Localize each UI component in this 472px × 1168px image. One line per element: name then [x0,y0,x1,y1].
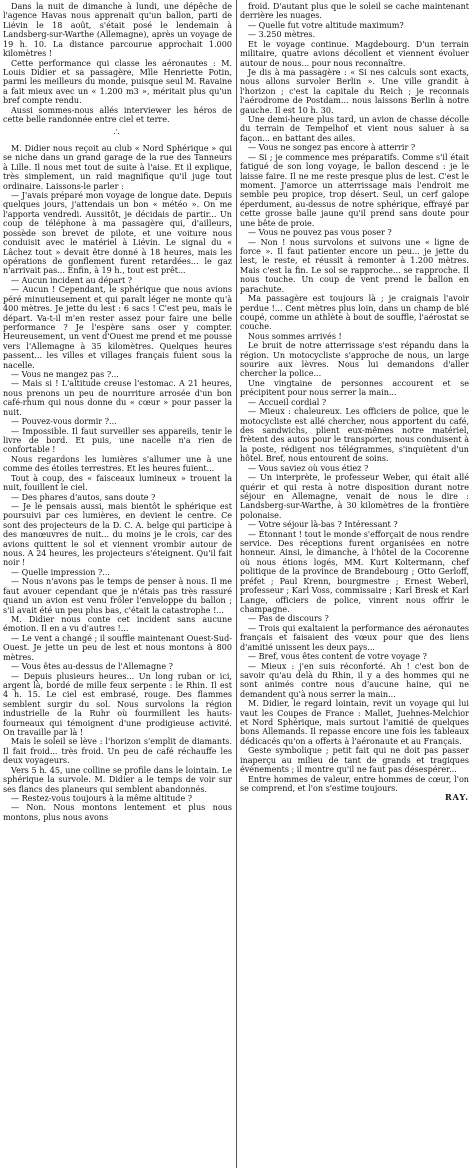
article-paragraph: Vers 5 h. 45, une colline se profile dans le lointain. Le sphérique la survole. M. Didier a le temps de voir sur ses flancs des planeurs qui semblent abandonnés. [3,765,232,794]
article-paragraph: Mais le soleil se lève : l'horizon s'emplit de diamants. Il fait froid... très froid. Un peu de café réchauffe les deux voyageurs. [3,737,232,766]
article-paragraph: — Quelle impression ?... [11,567,110,577]
article-paragraph: — Vous êtes au-dessus de l'Allemagne ? [11,662,173,672]
article-paragraph: M. Didier nous conte cet incident sans aucune émotion. Il en a vu d'autres !... [3,615,232,634]
article-paragraph: Entre hommes de valeur, entre hommes de cœur, l'on se comprend, et l'on s'estime toujours. [240,774,469,794]
article-paragraph: — Pas de discours ? [248,614,329,624]
article-paragraph: — Aucun incident au départ ? [11,275,133,285]
article-paragraph: — Si ; je commence mes préparatifs. Comme s'il était fatigué de son long voyage, le ballon descend : je le laisse faire. Il ne me reste presque plus de lest. C'est le moment. J'amorce un atterrissage mais l'endroit me semble peu propice, trop désert. Seul, un cerf galope éperdument, au-dessus de notre sphérique, effrayé par cette grosse balle jaune qu'il prend sans doute pour une bête de proie. [240,152,469,228]
article-paragraph: — Mieux : chaleureux. Les officiers de police, que le motocycliste est allé chercher, nous apportent du café, des sandwichs, plient eux-mêmes notre matériel, frètent des autos pour le transporter, nous conduisent à la poste, rédigent nos télégrammes, s'inquiètent d'un hôtel. Bref, nous entourent de soins. [240,407,469,464]
article-paragraph: Nous regardons les lumières s'allumer une à une comme des étoiles terrestres. Et les heures fuient... [3,454,232,474]
article-paragraph: — Non ! nous survolons et suivons une « ligne de force ». Il faut patienter encore un peu... je jette du lest, le reste, et réussit à remonter à 1.200 mètres. Mais c'est la fin. Le sol se rapproche... se rapproche. Il nous touche. Un coup de vent prend le ballon en parachute. [240,237,469,294]
article-column-left [3,2,232,822]
section-asterism: ∴ [113,128,122,139]
article-paragraph: — Mais si ! L'altitude creuse l'estomac. A 21 heures, nous prenons un peu de nourriture arrosée d'un bon café-rhum qui nous donne du « cœur » pour passer la nuit. [3,379,232,417]
article-paragraph: — Mieux : j'en suis réconforté. Ah ! c'est bon de savoir qu'au delà du Rhin, il y a des hommes qui ne sont animés contre nous d'aucune haine, qui ne demandent qu'à nous serrer la main... [240,661,469,699]
article-paragraph: — Vous ne pouvez pas vous poser ? [248,228,392,238]
article-paragraph: — Votre séjour là-bas ? Intéressant ? [248,520,398,530]
column-divider [236,0,237,1168]
article-paragraph: Une demi-heure plus tard, un avion de chasse décolle du terrain de Tempelhof et vient nous saluer à sa façon... en battant des ailes. [240,115,469,143]
article-paragraph: Geste symbolique ; petit fait qui ne doit pas passer inaperçu au milieu de tant de grands et tragiques événements ; il montre qu'il ne faut pas désespérer... [240,746,469,775]
article-paragraph: — Un interprète, le professeur Weber, qui était allé quérir et qui resta à notre disposition durant notre séjour en Allemagne, venait de nous le dire : Landsberg-sur-Warthe, à 30 kilomètres de la frontière polonaise. [240,473,469,520]
article-paragraph: — Aucun ! Cependant, le sphérique que nous avions péré minutieusement et qui paraît léger ne monte qu'à 400 mètres. Je jette du lest : 6 sacs ! C'est peu, mais le départ. Va-t-il m'en rester assez pour faire une belle performance ? Je l'espère sans oser y compter. Heureusement, un vent d'Ouest me prend et me pousse vers l'Allemagne à 35 kilomètres. Quelques heures passent... les villes et villages français fuient sous la nacelle. [3,285,232,370]
article-paragraph: — Non. Nous montons lentement et plus nous montons, plus nous avons [3,803,232,822]
article-paragraph: — Quelle fut votre altitude maximum? [248,20,404,30]
article-paragraph: — J'avais préparé mon voyage de longue date. Depuis quelques jours, j'attendais un bon « météo ». On me l'apporta vendredi. Aussitôt, je décidais de partir... Un coup de téléphone à ma passagère qui, d'ailleurs, possède son brevet de pilote, et une voiture nous conduisit avec le matériel à Liévin. Le signal du « Lâchez tout » devait être donné à 18 heures, mais les opérations de gonflement furent retardées... le gaz n'arrivait pas... Enfin, à 19 h., tout est prêt... [3,191,232,276]
article-paragraph: — Bref, vous êtes content de votre voyage ? [248,652,427,662]
article-paragraph: — Impossible. Il faut surveiller ses appareils, tenir le livre de bord. Et puis, une nacelle n'a rien de confortable ! [3,426,232,455]
article-paragraph: — Étonnant ! tout le monde s'efforçait de nous rendre service. Des réceptions furent organisées en notre honneur. Ainsi, le dimanche, à l'hôtel de la Cocorenne où nous étions logés, MM. Kurt Koltermann, chef politique de la province de Brandebourg ; Otto Gerloff, préfet ; Paul Krenn, bourgmestre ; Ernest Weberl, professeur ; Karl Voss, commissaire ; Karl Bresk et Karl Lange, officiers de police, vinrent nous offrir le champagne. [240,529,469,614]
article-paragraph: Et le voyage continue. Magdebourg. D'un terrain militaire, quatre avions décollent et viennent évoluer autour de nous... pour nous reconnaître. [240,39,469,68]
article-paragraph: Ma passagère est toujours là ; je craignais l'avoir perdue !... Cent mètres plus loin, dans un champ de blé coupé, comme un athlète à bout de souffle, l'aérostat se couche. [240,294,469,332]
article-paragraph: — Vous ne songez pas encore à atterrir ? [248,143,416,153]
article-paragraph: — Pouvez-vous dormir ?... [11,417,117,427]
article-paragraph: Tout à coup, des « faisceaux lumineux » trouent la nuit, fouillent le ciel. [3,473,232,493]
author-signature: RAY. [444,792,469,803]
article-paragraph: Une vingtaine de personnes accourent et se précipitent pour nous serrer la main... [240,378,469,398]
article-paragraph: — Des phares d'autos, sans doute ? [11,492,156,502]
article-paragraph: — Trois qui exaltaient la performance des aéronautes français et faisaient des vœux pour que des liens d'amitié unissent les deux pays... [240,623,469,652]
article-paragraph: Dans la nuit de dimanche à lundi, une dépêche de l'agence Havas nous apprenait qu'un ballon, parti de Liévin le 18 août, s'était posé le lendemain à Landsberg-sur-Warthe (Allemagne), après un voyage de 19 h. 10. La distance parcourue approchait 1.000 kilomètres ! [3,2,232,59]
article-paragraph: — Le vent a changé ; il souffle maintenant Ouest-Sud-Ouest. Je jette un peu de lest et nous montons à 800 mètres. [3,633,232,662]
article-paragraph: — Vous ne mangez pas ?... [11,370,119,380]
article-paragraph: — Accueil cordial ? [248,397,327,407]
article-paragraph: froid. D'autant plus que le soleil se cache maintenant derrière les nuages. [240,2,469,21]
article-paragraph: — Vous saviez où vous étiez ? [248,463,369,473]
article-column-right [240,2,469,803]
article-paragraph: Aussi sommes-nous allés interviewer les héros de cette belle randonnée entre ciel et terre. [3,105,232,125]
article-column-right-body [240,2,469,793]
article-paragraph: Je dis à ma passagère : « Si nes calculs sont exacts, nous allons survoler Berlin ». Une ville grandit à l'horizon ; c'est la capitale du Reich ; je reconnais l'aérodrome de Postdam... nous laissons Berlin à notre gauche. Il est 10 h. 30. [240,67,469,115]
article-paragraph: Nous sommes arrivés ! [248,331,342,341]
article-paragraph: Le bruit de notre atterrissage s'est répandu dans la région. Un motocycliste s'approche de nous, un large sourire aux lèvres. Nous lui demandons d'aller chercher la police... [240,341,469,379]
article-paragraph: M. Didier, le regard lointain, revit un voyage qui lui vaut les Coupes de France : Mallet, Juehnes-Melchior et Nord Sphérique, mais surtout l'amitié de quelques bons Allemands. Il repasse encore une fois les tableaux dédicacés qu'on a offerts à l'aéronaute et au Français. [240,699,469,746]
article-paragraph: — Nous n'avons pas le temps de penser à nous. Il me faut avouer cependant que je n'étais pas très rassuré quand un avion est venu frôler l'enveloppe du ballon ; s'il avait été un peu plus bas, c'était la catastrophe !... [3,577,232,615]
article-paragraph: Cette performance qui classe les aéronautes : M. Louis Didier et sa passagère, Mlle Henriette Potin, parmi les meilleurs du monde, puisque seul M. Ravaine a fait mieux avec un « 1.200 m3 », méritait plus qu'un bref compte rendu. [3,58,232,106]
article-paragraph: M. Didier nous reçoit au club « Nord Sphérique » qui se niche dans un grand garage de la rue des Tanneurs à Lille. Il nous met tout de suite à l'aise. Et il explique, très simplement, un raid magnifique qu'il juge tout ordinaire. Laissons-le parler : [3,143,232,191]
article-paragraph: — Restez-vous toujours à la même altitude ? [11,794,193,804]
article-paragraph: — Je le pensais aussi, mais bientôt le sphérique est poursuivi par ces lumières, en devient le centre. Ce sont des projecteurs de la D. C. A. belge qui participe à des manœuvres de nuit... du moins je le crois, car des avions quittent le sol et viennent vrombir autour de nous. A 24 heures, les projecteurs s'éteignent. Qu'il fait noir ! [3,501,232,568]
article-paragraph: — 3.250 mètres. [248,30,316,40]
article-paragraph: — Depuis plusieurs heures... Un long ruban or ici, argent là, bordé de mille feux serpente : le Rhin. Il est 4 h. 15. Le ciel est embrasé, rouge. Des flammes semblent surgir du sol. Nous survolons la région industrielle de la Ruhr où fourmillent les hauts-fourneaux qui témoignent d'une prodigieuse activité. On travaille par là ! [3,671,232,738]
